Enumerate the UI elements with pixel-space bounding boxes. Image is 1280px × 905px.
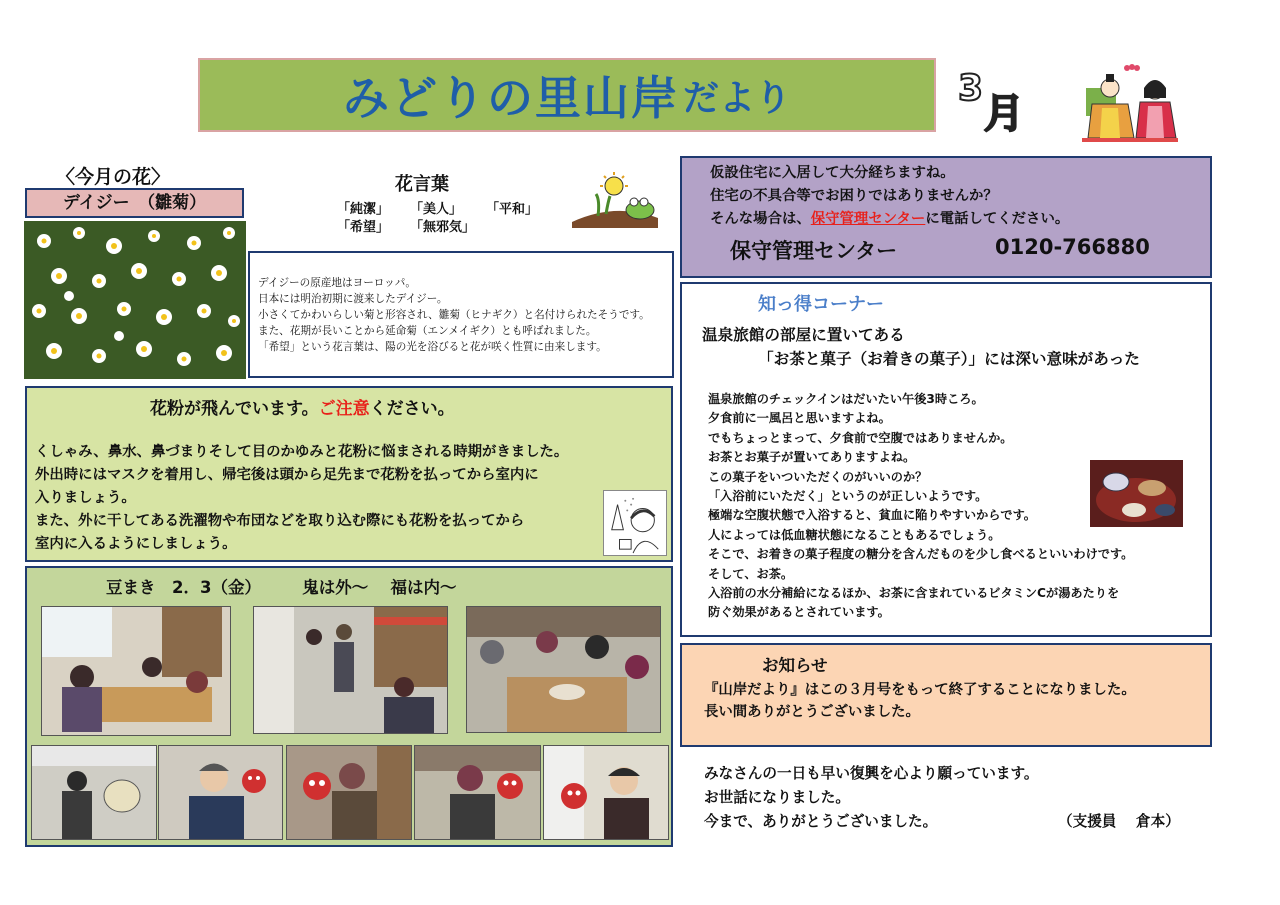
tips-body-line: 温泉旅館のチェックインはだいたい午後3時ころ。	[708, 392, 984, 406]
tips-body-line: 入浴前の水分補給になるほか、お茶に含まれているビタミンCが湯あたりを	[708, 586, 1120, 601]
event-photo	[253, 606, 448, 734]
flower-description-line: また、花期が長いことから延命菊（エンメイギク）とも呼ばれました。	[258, 325, 597, 337]
hanakotoba-title: 花言葉	[395, 174, 449, 195]
newsletter-title: みどりの里山岸	[342, 71, 679, 125]
tips-body-line: 「入浴前にいただく」というのが正しいようです。	[708, 489, 988, 504]
hanakotoba-item: 「美人」	[410, 202, 463, 217]
flower-of-month-heading: 〈今月の花〉	[56, 166, 171, 188]
pollen-body-line: 外出時にはマスクを着用し、帰宅後は頭から足先まで花粉を払ってから室内に	[35, 467, 539, 483]
flower-description-box	[248, 251, 674, 378]
tips-body-line: お茶とお菓子が置いてありますよね。	[708, 450, 916, 465]
flower-description-line: 「希望」という花言葉は、陽の光を浴びると花が咲く性質に由来します。	[258, 341, 607, 353]
title-banner	[198, 58, 936, 132]
month-label: 月	[984, 91, 1024, 137]
bean-throwing-title: 豆まき 2．3（金） 鬼は外～ 福は内～	[106, 578, 457, 597]
tips-title-line: 「お茶と菓子（お着きの菓子）」には深い意味があった	[758, 350, 1140, 368]
tips-corner-heading: 知っ得コーナー	[758, 294, 884, 315]
notice-heading: お知らせ	[762, 656, 828, 675]
maintenance-line: 仮設住宅に入居して大分経ちますね。	[710, 165, 955, 181]
tips-body-line: でもちょっとまって、夕食前で空腹ではありませんか。	[708, 430, 1013, 445]
notice-body	[704, 679, 1136, 723]
event-photo	[466, 606, 661, 733]
maintenance-phone-number: 0120-766880	[995, 235, 1150, 259]
tips-body	[708, 390, 1133, 623]
event-photo	[158, 745, 283, 840]
flower-name: デイジー （雛菊）	[25, 188, 244, 218]
hina-doll-illustration	[1080, 64, 1180, 142]
maintenance-line	[710, 208, 1069, 231]
hanakotoba-item: 「平和」	[486, 202, 539, 217]
pollen-body-line: 入りましょう。	[35, 490, 136, 506]
event-photo	[286, 745, 412, 840]
flower-description-line: 日本には明治初期に渡来したデイジー。	[258, 293, 448, 305]
pollen-body-line: くしゃみ、鼻水、鼻づまりそして目のかゆみと花粉に悩まされる時期がきました。	[35, 444, 569, 460]
maintenance-line: 住宅の不具合等でお困りではありませんか？	[710, 188, 998, 204]
hanakotoba-item: 「無邪気」	[410, 220, 476, 235]
pollen-body-line: また、外に干してある洗濯物や布団などを取り込む際にも花粉を払ってから	[35, 513, 525, 529]
notice-body-line: 長い間ありがとうございました。	[704, 704, 920, 720]
maintenance-message	[710, 162, 1069, 231]
sun-and-frog-illustration	[570, 172, 660, 228]
tips-body-line: 人によっては低血糖状態になることもあるでしょう。	[708, 527, 1001, 542]
sneezing-person-illustration	[603, 490, 667, 556]
pollen-heading-text: 花粉が飛んでいます。	[150, 399, 319, 419]
tips-body-line: 防ぐ効果があるとされています。	[708, 605, 890, 620]
event-photo	[31, 745, 157, 840]
pollen-body	[35, 441, 568, 556]
tips-title-line: 温泉旅館の部屋に置いてある	[702, 326, 905, 344]
pollen-heading	[150, 394, 455, 419]
daisy-photo	[24, 221, 246, 379]
tips-body-line: 夕食前に一風呂と思いますよね。	[708, 411, 891, 426]
event-photo	[41, 606, 231, 736]
maintenance-line-text: そんな場合は、	[710, 211, 811, 227]
flower-description-line: 小さくてかわいらしい菊と形容され、雛菊（ヒナギク）と名付けられたそうです。	[258, 309, 650, 321]
hanakotoba-item: 「希望」	[337, 220, 390, 235]
tips-body-line: 極端な空腹状態で入浴すると、貧血に陥りやすいからです。	[708, 508, 1036, 523]
maintenance-center-link-text: 保守管理センター	[810, 211, 926, 227]
tea-and-sweets-photo	[1090, 460, 1183, 527]
month-number: 3	[958, 68, 984, 109]
maintenance-line-text: に電話してください。	[925, 211, 1070, 227]
closing-message	[704, 762, 1039, 834]
closing-line: みなさんの一日も早い復興を心より願っています。	[704, 765, 1039, 782]
maintenance-center-name: 保守管理センター	[730, 239, 898, 263]
pollen-heading-caution: ご注意	[318, 399, 370, 419]
pollen-body-line: 室内に入るようにしましょう。	[35, 536, 237, 552]
event-photo	[543, 745, 669, 840]
tips-body-line: この菓子をいついただくのがいいのか？	[708, 469, 928, 484]
event-photo	[414, 745, 541, 840]
signature: （支援員 倉本）	[1058, 813, 1180, 830]
newsletter-title-suffix: だより	[682, 77, 791, 119]
notice-body-line: 『山岸だより』はこの３月号をもって終了することになりました。	[704, 682, 1136, 698]
closing-line: お世話になりました。	[704, 789, 850, 806]
pollen-heading-text: ください。	[369, 399, 455, 419]
hanakotoba-item: 「純潔」	[337, 202, 390, 217]
tips-body-line: そして、お茶。	[708, 566, 794, 581]
flower-description-line: デイジーの原産地はヨーロッパ。	[258, 277, 416, 289]
tips-body-line: そこで、お着きの菓子程度の糖分を含んだものを少し食べるといいわけです。	[708, 547, 1134, 562]
closing-line: 今まで、ありがとうございました。	[704, 813, 938, 830]
